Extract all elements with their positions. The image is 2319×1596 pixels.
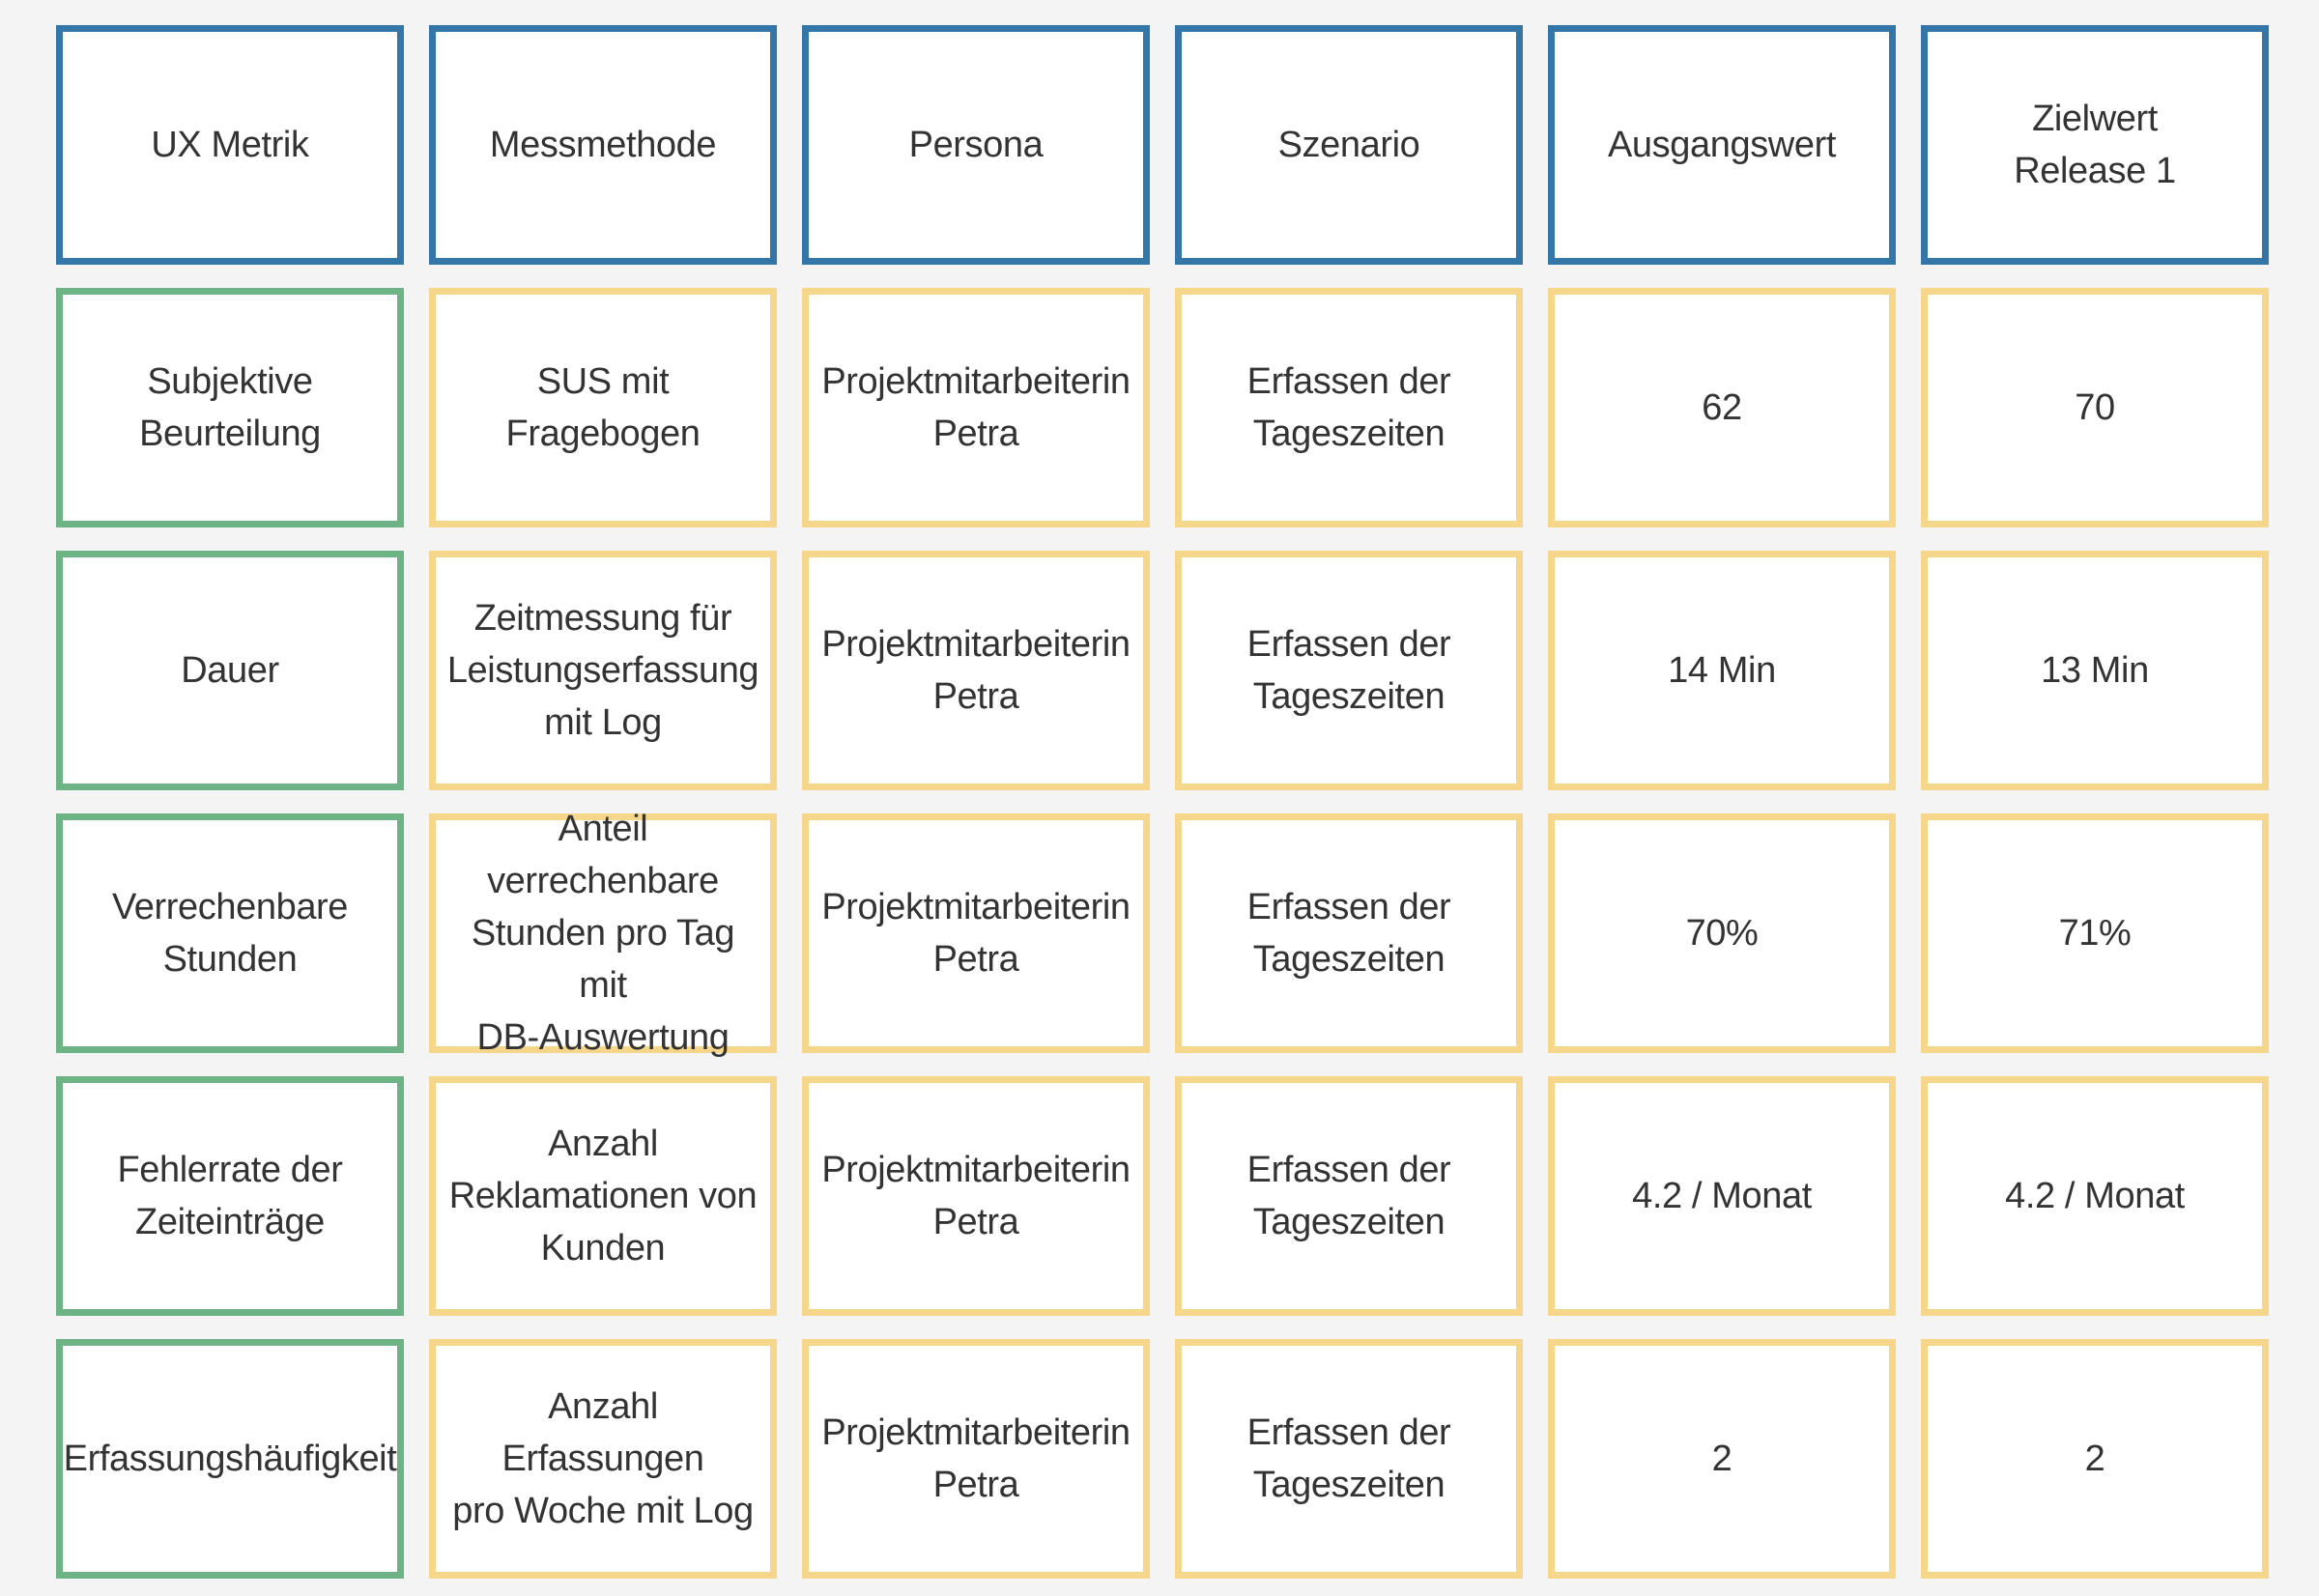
row-4-ux-metrik-cell-text: Fehlerrate der Zeiteinträge xyxy=(117,1150,343,1242)
row-5-messmethode-cell xyxy=(429,1339,777,1579)
row-1-zielwert-cell xyxy=(1921,288,2269,527)
row-3-ausgangswert-cell xyxy=(1548,813,1896,1053)
row-1-ausgangswert-cell xyxy=(1548,288,1896,527)
row-5-zielwert-cell xyxy=(1921,1339,2269,1579)
row-5-persona-cell-text: Projektmitarbeiterin Petra xyxy=(821,1412,1131,1505)
row-4-szenario-cell xyxy=(1175,1076,1523,1316)
row-2-ux-metrik-cell-text: Dauer xyxy=(181,650,279,691)
row-1-ux-metrik-cell xyxy=(56,288,404,527)
row-5-zielwert-cell-text: 2 xyxy=(2084,1439,2105,1479)
row-4-persona-cell xyxy=(802,1076,1150,1316)
row-1-ux-metrik-cell-text: Subjektive Beurteilung xyxy=(139,361,321,454)
header-cell-zielwert xyxy=(1921,25,2269,265)
row-2-zielwert-cell xyxy=(1921,551,2269,790)
row-3-ausgangswert-cell-text: 70% xyxy=(1685,913,1759,954)
header-cell-messmethode-text: Messmethode xyxy=(489,125,717,165)
header-cell-persona xyxy=(802,25,1150,265)
row-1-szenario-cell xyxy=(1175,288,1523,527)
row-2-ausgangswert-cell xyxy=(1548,551,1896,790)
row-4-persona-cell-text: Projektmitarbeiterin Petra xyxy=(821,1150,1131,1242)
header-cell-ux-metrik-text: UX Metrik xyxy=(151,125,309,165)
row-1-szenario-cell-text: Erfassen der Tageszeiten xyxy=(1246,361,1451,454)
row-2-szenario-cell-text: Erfassen der Tageszeiten xyxy=(1246,624,1451,717)
row-3-ux-metrik-cell-text: Verrechenbare Stunden xyxy=(111,887,349,980)
row-3-zielwert-cell-text: 71% xyxy=(2058,913,2132,954)
row-5-ux-metrik-cell-text: Erfassungshäufigkeit xyxy=(63,1439,397,1479)
row-4-ausgangswert-cell-text: 4.2 / Monat xyxy=(1632,1176,1812,1216)
row-5-szenario-cell xyxy=(1175,1339,1523,1579)
row-4-ausgangswert-cell xyxy=(1548,1076,1896,1316)
row-1-messmethode-cell-text: SUS mit Fragebogen xyxy=(505,361,701,454)
row-4-szenario-cell-text: Erfassen der Tageszeiten xyxy=(1246,1150,1451,1242)
row-3-persona-cell xyxy=(802,813,1150,1053)
row-5-persona-cell xyxy=(802,1339,1150,1579)
row-5-ausgangswert-cell xyxy=(1548,1339,1896,1579)
row-4-messmethode-cell xyxy=(429,1076,777,1316)
row-1-ausgangswert-cell-text: 62 xyxy=(1702,387,1742,428)
row-4-zielwert-cell xyxy=(1921,1076,2269,1316)
row-5-ux-metrik-cell xyxy=(56,1339,404,1579)
header-cell-zielwert-text: Zielwert Release 1 xyxy=(2014,99,2176,191)
header-cell-ausgangswert-text: Ausgangswert xyxy=(1607,125,1836,165)
row-2-szenario-cell xyxy=(1175,551,1523,790)
header-cell-szenario xyxy=(1175,25,1523,265)
row-2-messmethode-cell-text: Zeitmessung für Leistungserfassung mit Log xyxy=(446,598,759,743)
row-2-ux-metrik-cell xyxy=(56,551,404,790)
row-5-szenario-cell-text: Erfassen der Tageszeiten xyxy=(1246,1412,1451,1505)
row-1-messmethode-cell xyxy=(429,288,777,527)
header-cell-ux-metrik xyxy=(56,25,404,265)
row-3-szenario-cell-text: Erfassen der Tageszeiten xyxy=(1246,887,1451,980)
row-2-messmethode-cell xyxy=(429,551,777,790)
row-2-zielwert-cell-text: 13 Min xyxy=(2041,650,2149,691)
row-4-messmethode-cell-text: Anzahl Reklamationen von Kunden xyxy=(448,1124,758,1268)
header-cell-persona-text: Persona xyxy=(908,125,1044,165)
row-2-persona-cell-text: Projektmitarbeiterin Petra xyxy=(821,624,1131,717)
row-3-szenario-cell xyxy=(1175,813,1523,1053)
header-cell-ausgangswert xyxy=(1548,25,1896,265)
row-2-ausgangswert-cell-text: 14 Min xyxy=(1668,650,1776,691)
row-3-messmethode-cell xyxy=(429,809,777,1058)
row-5-ausgangswert-cell-text: 2 xyxy=(1711,1439,1732,1479)
row-4-zielwert-cell-text: 4.2 / Monat xyxy=(2005,1176,2185,1216)
row-3-messmethode-cell-text: Anteil verrechenbare Stunden pro Tag mit DB-Auswertung xyxy=(471,809,735,1058)
row-1-persona-cell xyxy=(802,288,1150,527)
row-1-zielwert-cell-text: 70 xyxy=(2075,387,2115,428)
header-cell-szenario-text: Szenario xyxy=(1277,125,1420,165)
header-cell-messmethode xyxy=(429,25,777,265)
row-3-zielwert-cell xyxy=(1921,813,2269,1053)
row-5-messmethode-cell-text: Anzahl Erfassungen pro Woche mit Log xyxy=(452,1386,754,1531)
row-2-persona-cell xyxy=(802,551,1150,790)
row-1-persona-cell-text: Projektmitarbeiterin Petra xyxy=(821,361,1131,454)
row-3-ux-metrik-cell xyxy=(56,813,404,1053)
row-3-persona-cell-text: Projektmitarbeiterin Petra xyxy=(821,887,1131,980)
row-4-ux-metrik-cell xyxy=(56,1076,404,1316)
